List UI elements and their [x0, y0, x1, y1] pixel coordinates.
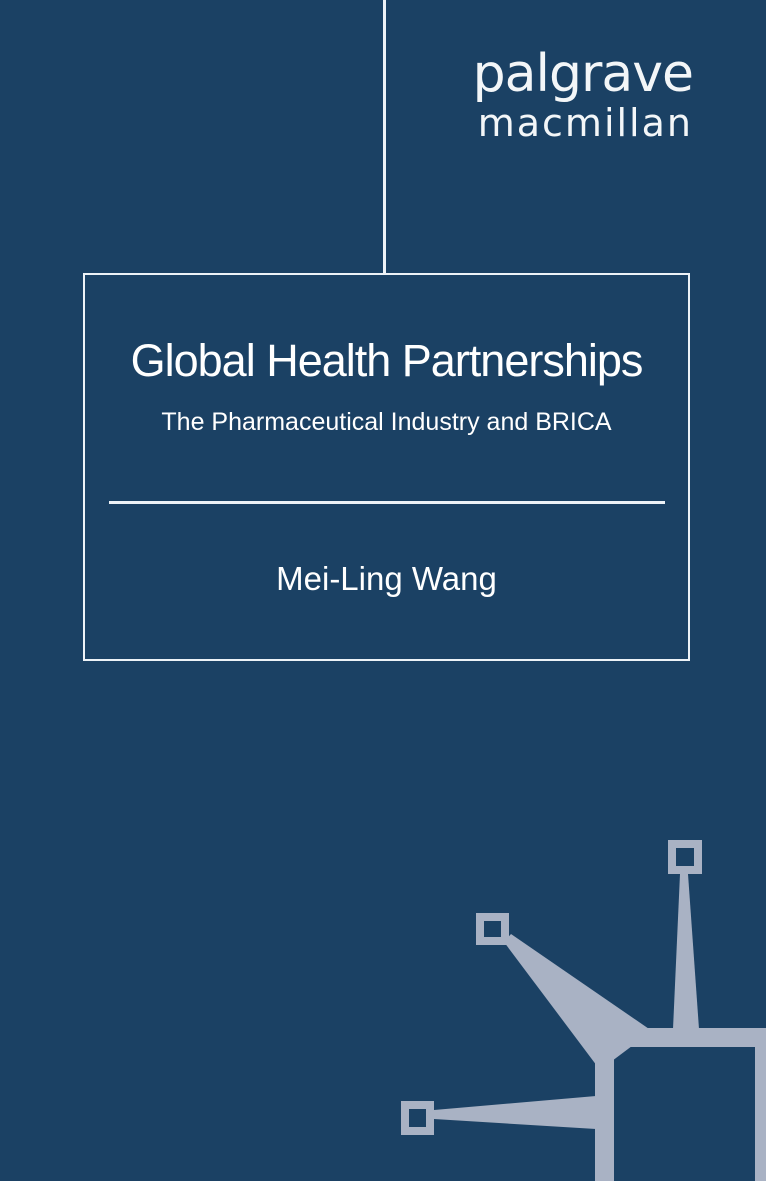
logo-macmillan-text: macmillan — [477, 101, 693, 145]
book-subtitle: The Pharmaceutical Industry and BRICA — [161, 408, 612, 436]
spoke-diagonal — [504, 934, 652, 1070]
node-square-upper-left — [480, 917, 505, 941]
book-author: Mei-Ling Wang — [276, 560, 497, 597]
node-square-top — [672, 844, 698, 870]
spoke-top — [673, 874, 699, 1029]
spoke-left — [434, 1096, 596, 1129]
logo-palgrave-text: palgrave — [472, 44, 693, 104]
node-square-bottom-left — [405, 1105, 430, 1131]
main-square-right-border — [755, 1028, 766, 1181]
book-title: Global Health Partnerships — [130, 335, 643, 386]
